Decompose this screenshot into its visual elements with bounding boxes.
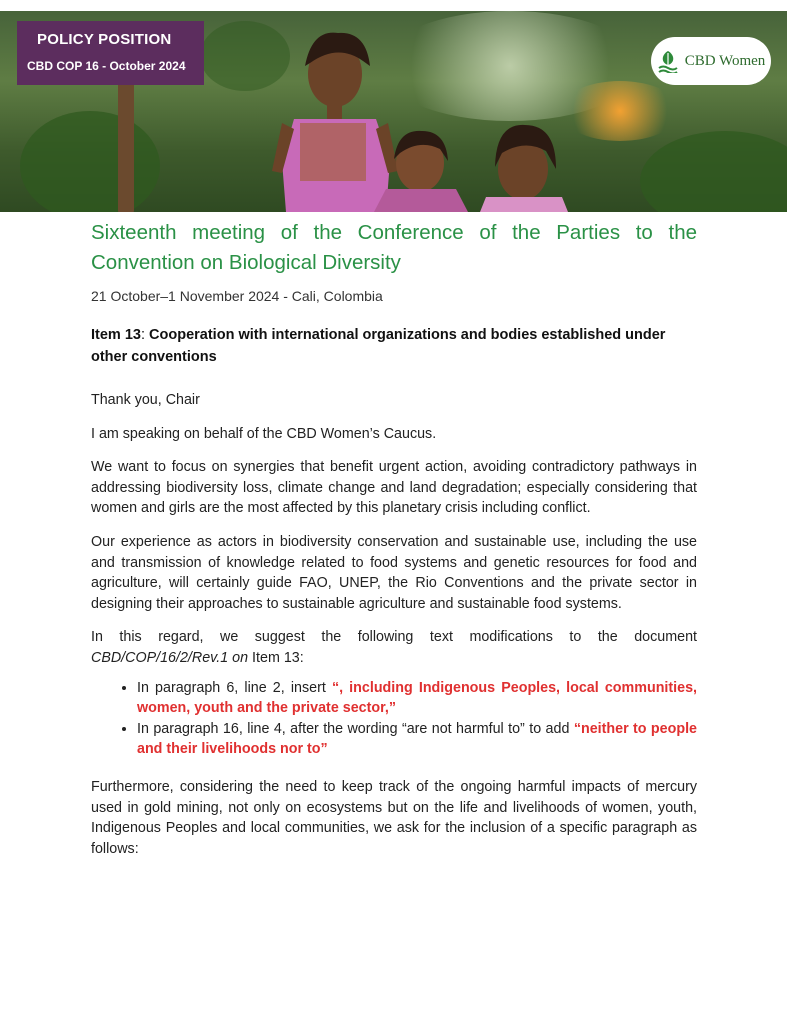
regard-paragraph [91,627,697,668]
policy-position-badge [17,21,204,85]
list-item-highlight: “neither to people and their livelihoods nor to” [137,720,698,758]
modification-list [91,678,697,760]
focus-paragraph: We want to focus on synergies that benefit urgent action, avoiding contradictory pathways in addressing biodiversity loss, climate change and land degradation; especially considering that women and girls are the most affected by this planetary crisis including conflict. [91,459,697,517]
page-title: Sixteenth meeting of the Conference of the Parties to the Convention on Biological Diversity [91,221,697,274]
logo-text: CBD Women [684,52,766,69]
greeting-paragraph: Thank you, Chair [91,392,200,408]
list-item-highlight: “, including Indigenous Peoples, local communities, women, youth and the private sector,” [137,679,698,717]
list-item-text: In paragraph 6, line 2, insert [137,679,332,696]
list-item [137,719,697,760]
meeting-dates: 21 October–1 November 2024 - Cali, Colombia [91,288,383,304]
leaf-wave-icon [657,49,679,73]
furthermore-paragraph: Furthermore, considering the need to keep track of the ongoing harmful impacts of mercury used in gold mining, not only on ecosystems but on the life and livelihoods of women, youth, Indigenous Peoples and local communities, we ask for the inclusion of a specific paragraph as follows: [91,778,697,857]
regard-text-start: In this regard, we suggest the following text modifications to the document [91,629,697,646]
document-reference: CBD/COP/16/2/Rev.1 on [91,649,249,666]
experience-paragraph: Our experience as actors in biodiversity conservation and sustainable use, including the use and transmission of knowledge related to food systems and genetic resources for food and agriculture, will certainly guide FAO, UNEP, the Rio Conventions and the private sector in designing their approaches to sustainable agriculture and sustainable food systems. [91,533,697,612]
list-item-text: In paragraph 16, line 4, after the wording “are not harmful to” to add [137,720,574,737]
cbd-women-logo [651,37,771,85]
document-body [91,218,697,859]
badge-subtitle: CBD COP 16 - October 2024 [27,59,186,73]
agenda-item-heading [91,324,697,368]
list-item [137,678,697,719]
regard-text-end: Item 13: [248,649,304,666]
agenda-item-separator: : [140,327,146,343]
badge-title: POLICY POSITION [37,31,172,48]
speaking-paragraph: I am speaking on behalf of the CBD Women’s Caucus. [91,425,437,442]
agenda-item-label: Item 13 [91,327,141,343]
agenda-item-text: Cooperation with international organizations and bodies established under other conventions [91,327,666,365]
